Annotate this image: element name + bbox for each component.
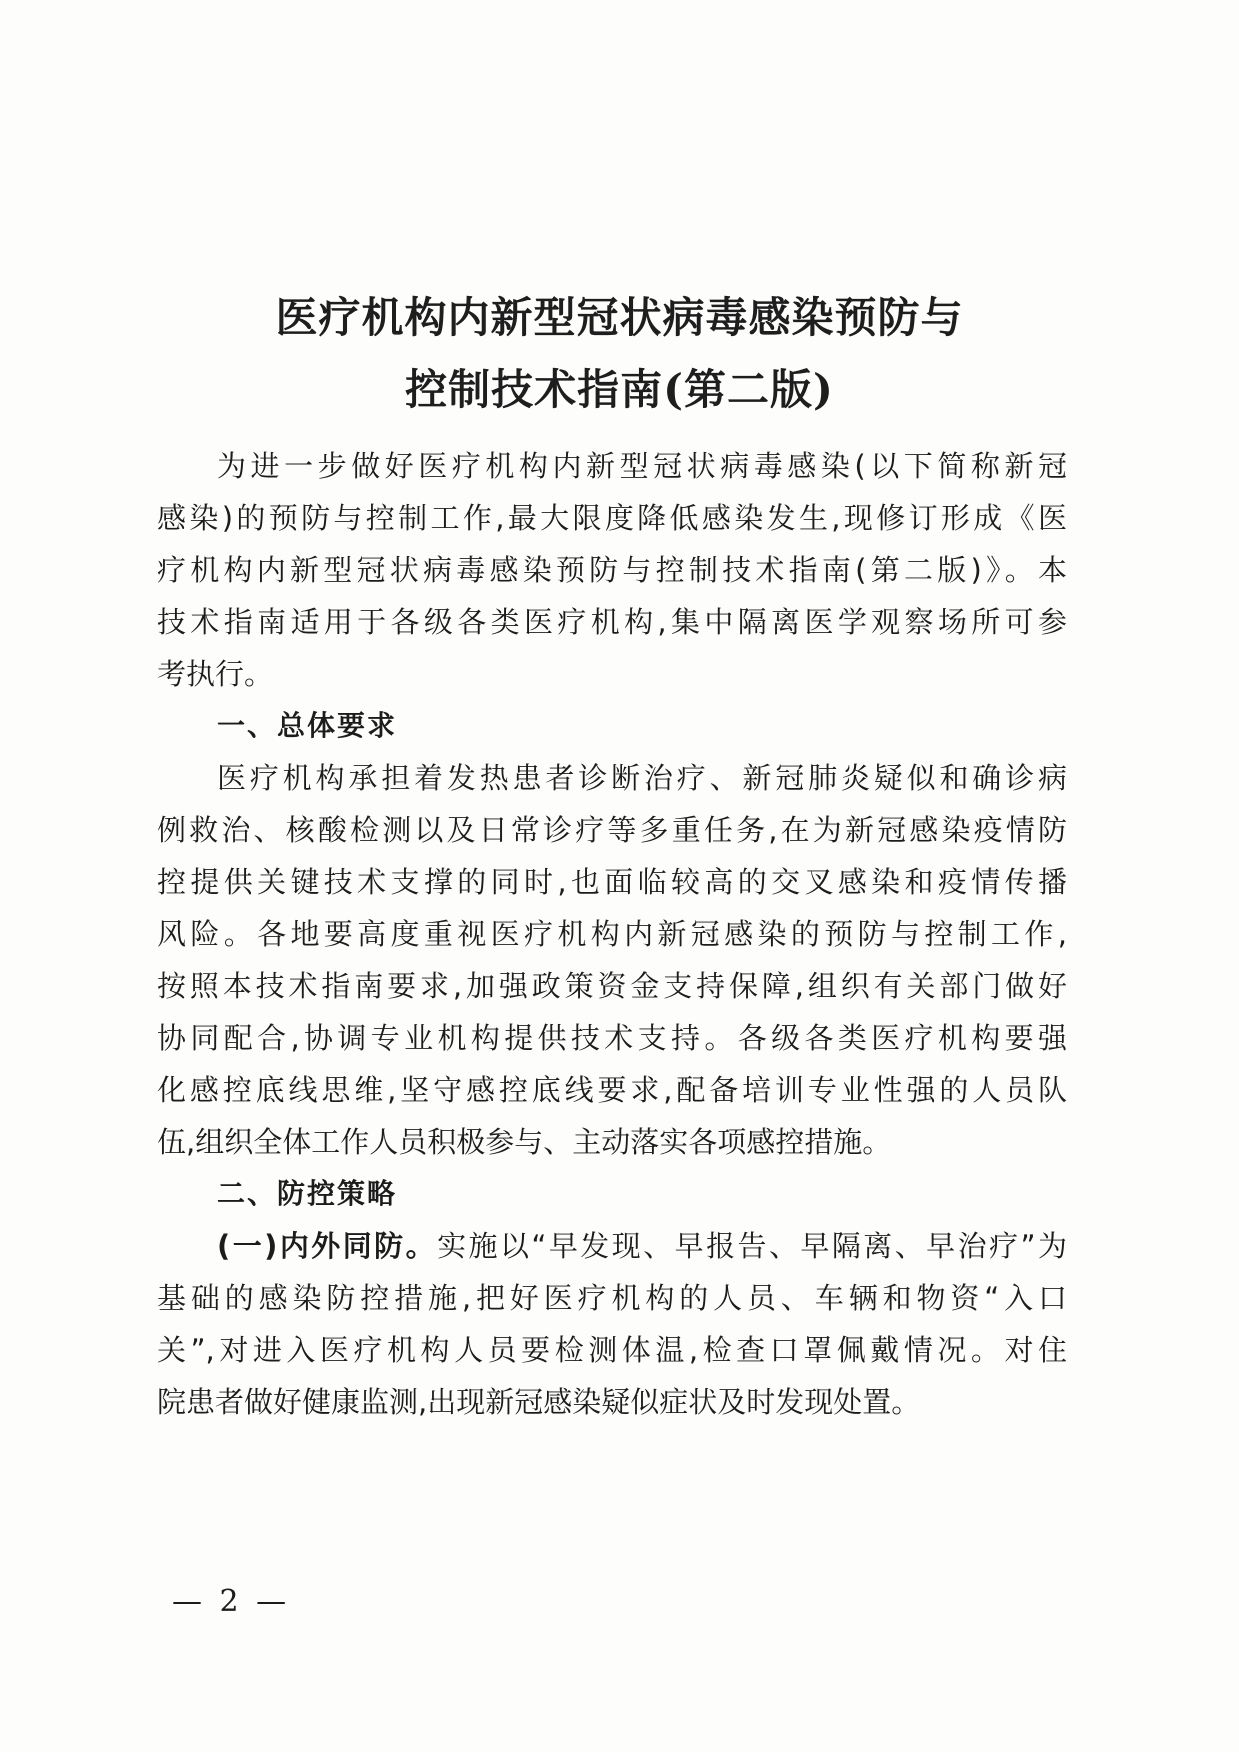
section1-line: 控提供关键技术支撑的同时,也面临较高的交叉感染和疫情传播 <box>157 865 1067 899</box>
section2-line: 基础的感染防控措施,把好医疗机构的人员、车辆和物资“入口 <box>157 1281 1067 1315</box>
section1-line: 按照本技术指南要求,加强政策资金支持保障,组织有关部门做好 <box>157 969 1067 1003</box>
section2-line: 院患者做好健康监测,出现新冠感染疑似症状及时发现处置。 <box>157 1385 921 1419</box>
page-number: — 2 — <box>172 1584 291 1619</box>
intro-line: 考执行。 <box>157 657 274 691</box>
section1-line: 化感控底线思维,坚守感控底线要求,配备培训专业性强的人员队 <box>157 1073 1067 1107</box>
intro-line: 疗机构内新型冠状病毒感染预防与控制技术指南(第二版)》。本 <box>157 553 1067 587</box>
section1-line: 协同配合,协调专业机构提供技术支持。各级各类医疗机构要强 <box>157 1021 1067 1055</box>
section-heading-prevention-strategy: 二、防控策略 <box>217 1177 398 1210</box>
intro-line: 为进一步做好医疗机构内新型冠状病毒感染(以下简称新冠 <box>217 449 1067 483</box>
section2-line: 关”,对进入医疗机构人员要检测体温,检查口罩佩戴情况。对住 <box>157 1333 1067 1367</box>
document-title-line-2: 控制技术指南(第二版) <box>405 365 834 414</box>
intro-line: 感染)的预防与控制工作,最大限度降低感染发生,现修订形成《医 <box>157 501 1067 535</box>
section-heading-overall-requirements: 一、总体要求 <box>217 709 398 742</box>
section1-line: 伍,组织全体工作人员积极参与、主动落实各项感控措施。 <box>157 1125 892 1159</box>
section1-line: 例救治、核酸检测以及日常诊疗等多重任务,在为新冠感染疫情防 <box>157 813 1067 847</box>
section1-line: 风险。各地要高度重视医疗机构内新冠感染的预防与控制工作, <box>157 917 1067 951</box>
section1-line: 医疗机构承担着发热患者诊断治疗、新冠肺炎疑似和确诊病 <box>217 761 1067 795</box>
intro-line: 技术指南适用于各级各类医疗机构,集中隔离医学观察场所可参 <box>157 605 1067 639</box>
subsection-label: (一)内外同防。 <box>217 1229 438 1263</box>
section2-subsection-line <box>217 1226 1067 1266</box>
subsection-text: 实施以“早发现、早报告、早隔离、早治疗”为 <box>437 1229 1067 1263</box>
document-title-line-1: 医疗机构内新型冠状病毒感染预防与 <box>275 293 964 342</box>
